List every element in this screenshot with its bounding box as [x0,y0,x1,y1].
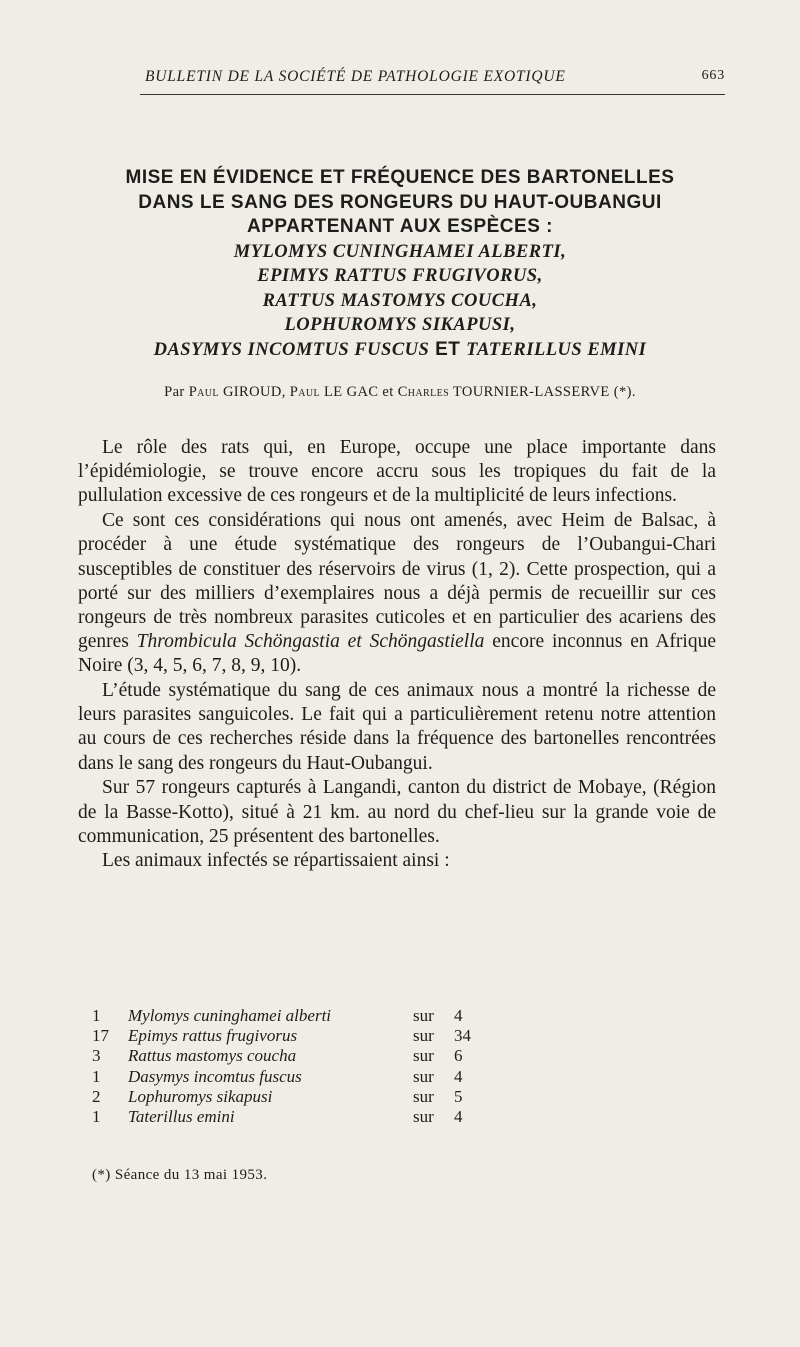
title-species: EPIMYS RATTUS FRUGIVORUS, [257,266,543,286]
title-conjunction: ET [435,338,461,360]
infected-count: 1 [92,1006,101,1025]
infected-count: 1 [92,1106,101,1126]
result-row [92,1006,492,1026]
title-line: DANS LE SANG DES RONGEURS DU HAUT-OUBANGUI [138,191,662,213]
sur-label: sur [413,1046,434,1066]
author-first-name: Paul [289,384,320,400]
species-name: Dasymys incomtus fuscus [128,1066,302,1086]
title-species-line [70,338,730,363]
total-count: 6 [454,1046,463,1066]
journal-title: BULLETIN DE LA SOCIÉTÉ DE PATHOLOGIE EXOTIQUE [145,68,566,85]
result-row [92,1067,492,1087]
infection-results-list [92,1006,492,1127]
paragraph [78,509,716,678]
paragraph: Sur 57 rongeurs capturés à Langandi, canton du district de Mobaye, (Région de la Basse-Kotto), situé à 21 km. au nord du chef-lieu sur la grande voie de communication, 25 présentent des bartonelles. [78,777,716,847]
page-number: 663 [701,68,725,83]
title-line: APPARTENANT AUX ESPÈCES : [247,216,553,237]
title-species: RATTUS MASTOMYS COUCHA, [262,290,538,311]
total-count: 4 [454,1106,463,1126]
result-row [92,1107,492,1127]
paragraph: L’étude systématique du sang de ces animaux nous a montré la richesse de leurs parasites sanguicoles. Le fait qui a particulièrement retenu notre attention au cours de ces recherches réside dans la fréquence des bartonelles rencontrées dans le sang des rongeurs du Haut-Oubangui. [78,680,716,774]
total-count: 34 [454,1026,471,1046]
title-line: MISE EN ÉVIDENCE ET FRÉQUENCE DES BARTONELLES [125,167,675,188]
title-species: LOPHUROMYS SIKAPUSI, [284,315,516,335]
sur-label: sur [413,1106,434,1126]
title-species: DASYMYS INCOMTUS FUSCUS [153,339,430,360]
author-line [70,384,730,401]
paragraph-text: Ce sont ces considérations qui nous ont amenés, avec Heim de Balsac, à procéder à une étude systématique des rongeurs de l’Oubangui-Chari susceptibles de constituer des réservoirs de virus (1, 2). Cette prospection, qui a porté sur des milliers d’exemplaires nous a déjà permis de recueillir sur ces rongeurs de très nombreux parasites cuticoles et en particulier des acariens des genres [78,510,716,653]
header-rule [140,94,725,95]
paragraph-text: encore inconnus en Afrique Noire (3, 4, 5, 6, 7, 8, 9, 10). [78,631,716,677]
genera-names: Thrombicula Schöngastia et Schöngastiella [136,631,485,653]
title-species: MYLOMYS CUNINGHAMEI ALBERTI, [233,241,567,262]
author-conjunction: et [382,384,394,400]
author-prefix: Par [164,384,185,400]
infected-count: 1 [92,1066,101,1086]
article-body [78,436,716,874]
total-count: 5 [454,1086,463,1106]
sur-label: sur [413,1066,434,1086]
result-row [92,1087,492,1107]
footnote-mark: (*). [613,384,636,400]
sur-label: sur [413,1006,434,1025]
author-first-name: Paul [188,384,219,400]
footnote: (*) Séance du 13 mai 1953. [92,1167,268,1183]
author-last-name: LE GAC [324,384,379,400]
total-count: 4 [454,1006,463,1025]
species-name: Taterillus emini [128,1106,235,1126]
infected-count: 2 [92,1086,101,1106]
total-count: 4 [454,1066,463,1086]
species-name: Epimys rattus frugivorus [128,1026,298,1046]
author-last-name: TOURNIER-LASSERVE [452,384,610,400]
author-first-name: Charles [397,384,450,400]
result-row [92,1046,492,1066]
sur-label: sur [413,1026,434,1046]
species-name: Mylomys cuninghamei alberti [128,1006,332,1025]
result-row [92,1026,492,1046]
sur-label: sur [413,1086,434,1106]
infected-count: 3 [92,1046,101,1066]
title-species: TATERILLUS EMINI [466,339,647,360]
paragraph: Le rôle des rats qui, en Europe, occupe une place importante dans l’épidémiologie, se trouve encore accru sous les tropiques du fait de la pullulation excessive de ces rongeurs et de la multiplicité de leurs infections. [78,437,716,507]
author-last-name: GIROUD, [222,384,286,400]
paragraph: Les animaux infectés se répartissaient ainsi : [102,850,450,872]
species-name: Lophuromys sikapusi [128,1086,273,1106]
article-title [70,166,730,362]
infected-count: 17 [92,1026,109,1046]
species-name: Rattus mastomys coucha [128,1046,297,1066]
